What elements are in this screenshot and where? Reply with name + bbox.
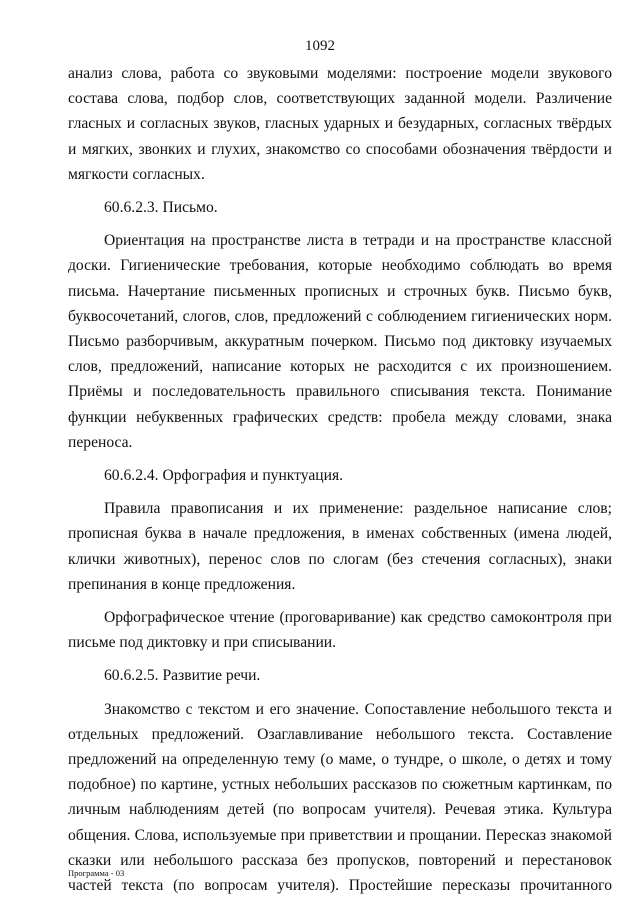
section-heading-speech: 60.6.2.5. Развитие речи. <box>104 667 261 685</box>
paragraph-orthographic-reading: Орфографическое чтение (проговаривание) как средство самоконтроля при письме под диктовку и при списывании. <box>68 609 612 652</box>
footer-note: Программа - 03 <box>68 868 125 878</box>
section-heading-orthography: 60.6.2.4. Орфография и пунктуация. <box>104 467 344 485</box>
paragraph-continuation: анализ слова, работа со звуковыми моделями: построение модели звукового состава слова, подбор слов, соответствующих заданной модели. Различение гласных и согласных звуков, гласных ударных и безударных, согласных твёрдых и мягких, звонких и глухих, знакомство со способами обозначения твёрдости и мягкости согласных. <box>68 65 612 183</box>
section-heading-writing: 60.6.2.3. Письмо. <box>104 199 218 217</box>
paragraph-writing: Ориентация на пространстве листа в тетради и на пространстве классной доски. Гигиенические требования, которые необходимо соблюдать во время письма. Начертание письменных прописных и строчных букв. Письмо букв, буквосочетаний, слогов, слов, предложений с соблюдением гигиенических норм. Письмо разборчивым, аккуратным почерком. Письмо под диктовку изучаемых слов, предложений, написание которых не расходится с их произношением. Приёмы и последовательность правильного списывания текста. Понимание функции небуквенных графических средств: пробела между словами, знака переноса. <box>68 232 612 451</box>
page-number: 1092 <box>305 38 335 54</box>
paragraph-speech-development: Знакомство с текстом и его значение. Сопоставление небольшого текста и отдельных предложений. Озаглавливание небольшого текста. Составление предложений на определенную тему (о маме, о тундре, о школе, о детях и тому подобное) по картине, устных небольших рассказов по сюжетным картинкам, по личным наблюдениям детей (по вопросам учителя). Речевая этика. Культура общения. Слова, используемые при приветствии и прощании. Пересказ знакомой сказки или небольшого рассказа без пропусков, повторений и перестановок частей текста (по вопросам учителя). Простейшие пересказы прочитанного <box>68 700 612 895</box>
document-body <box>68 61 612 898</box>
paragraph-spelling-rules: Правила правописания и их применение: раздельное написание слов; прописная буква в начале предложения, в именах собственных (имена людей, клички животных), перенос слов по слогам (без стечения согласных), знаки препинания в конце предложения. <box>68 500 612 593</box>
